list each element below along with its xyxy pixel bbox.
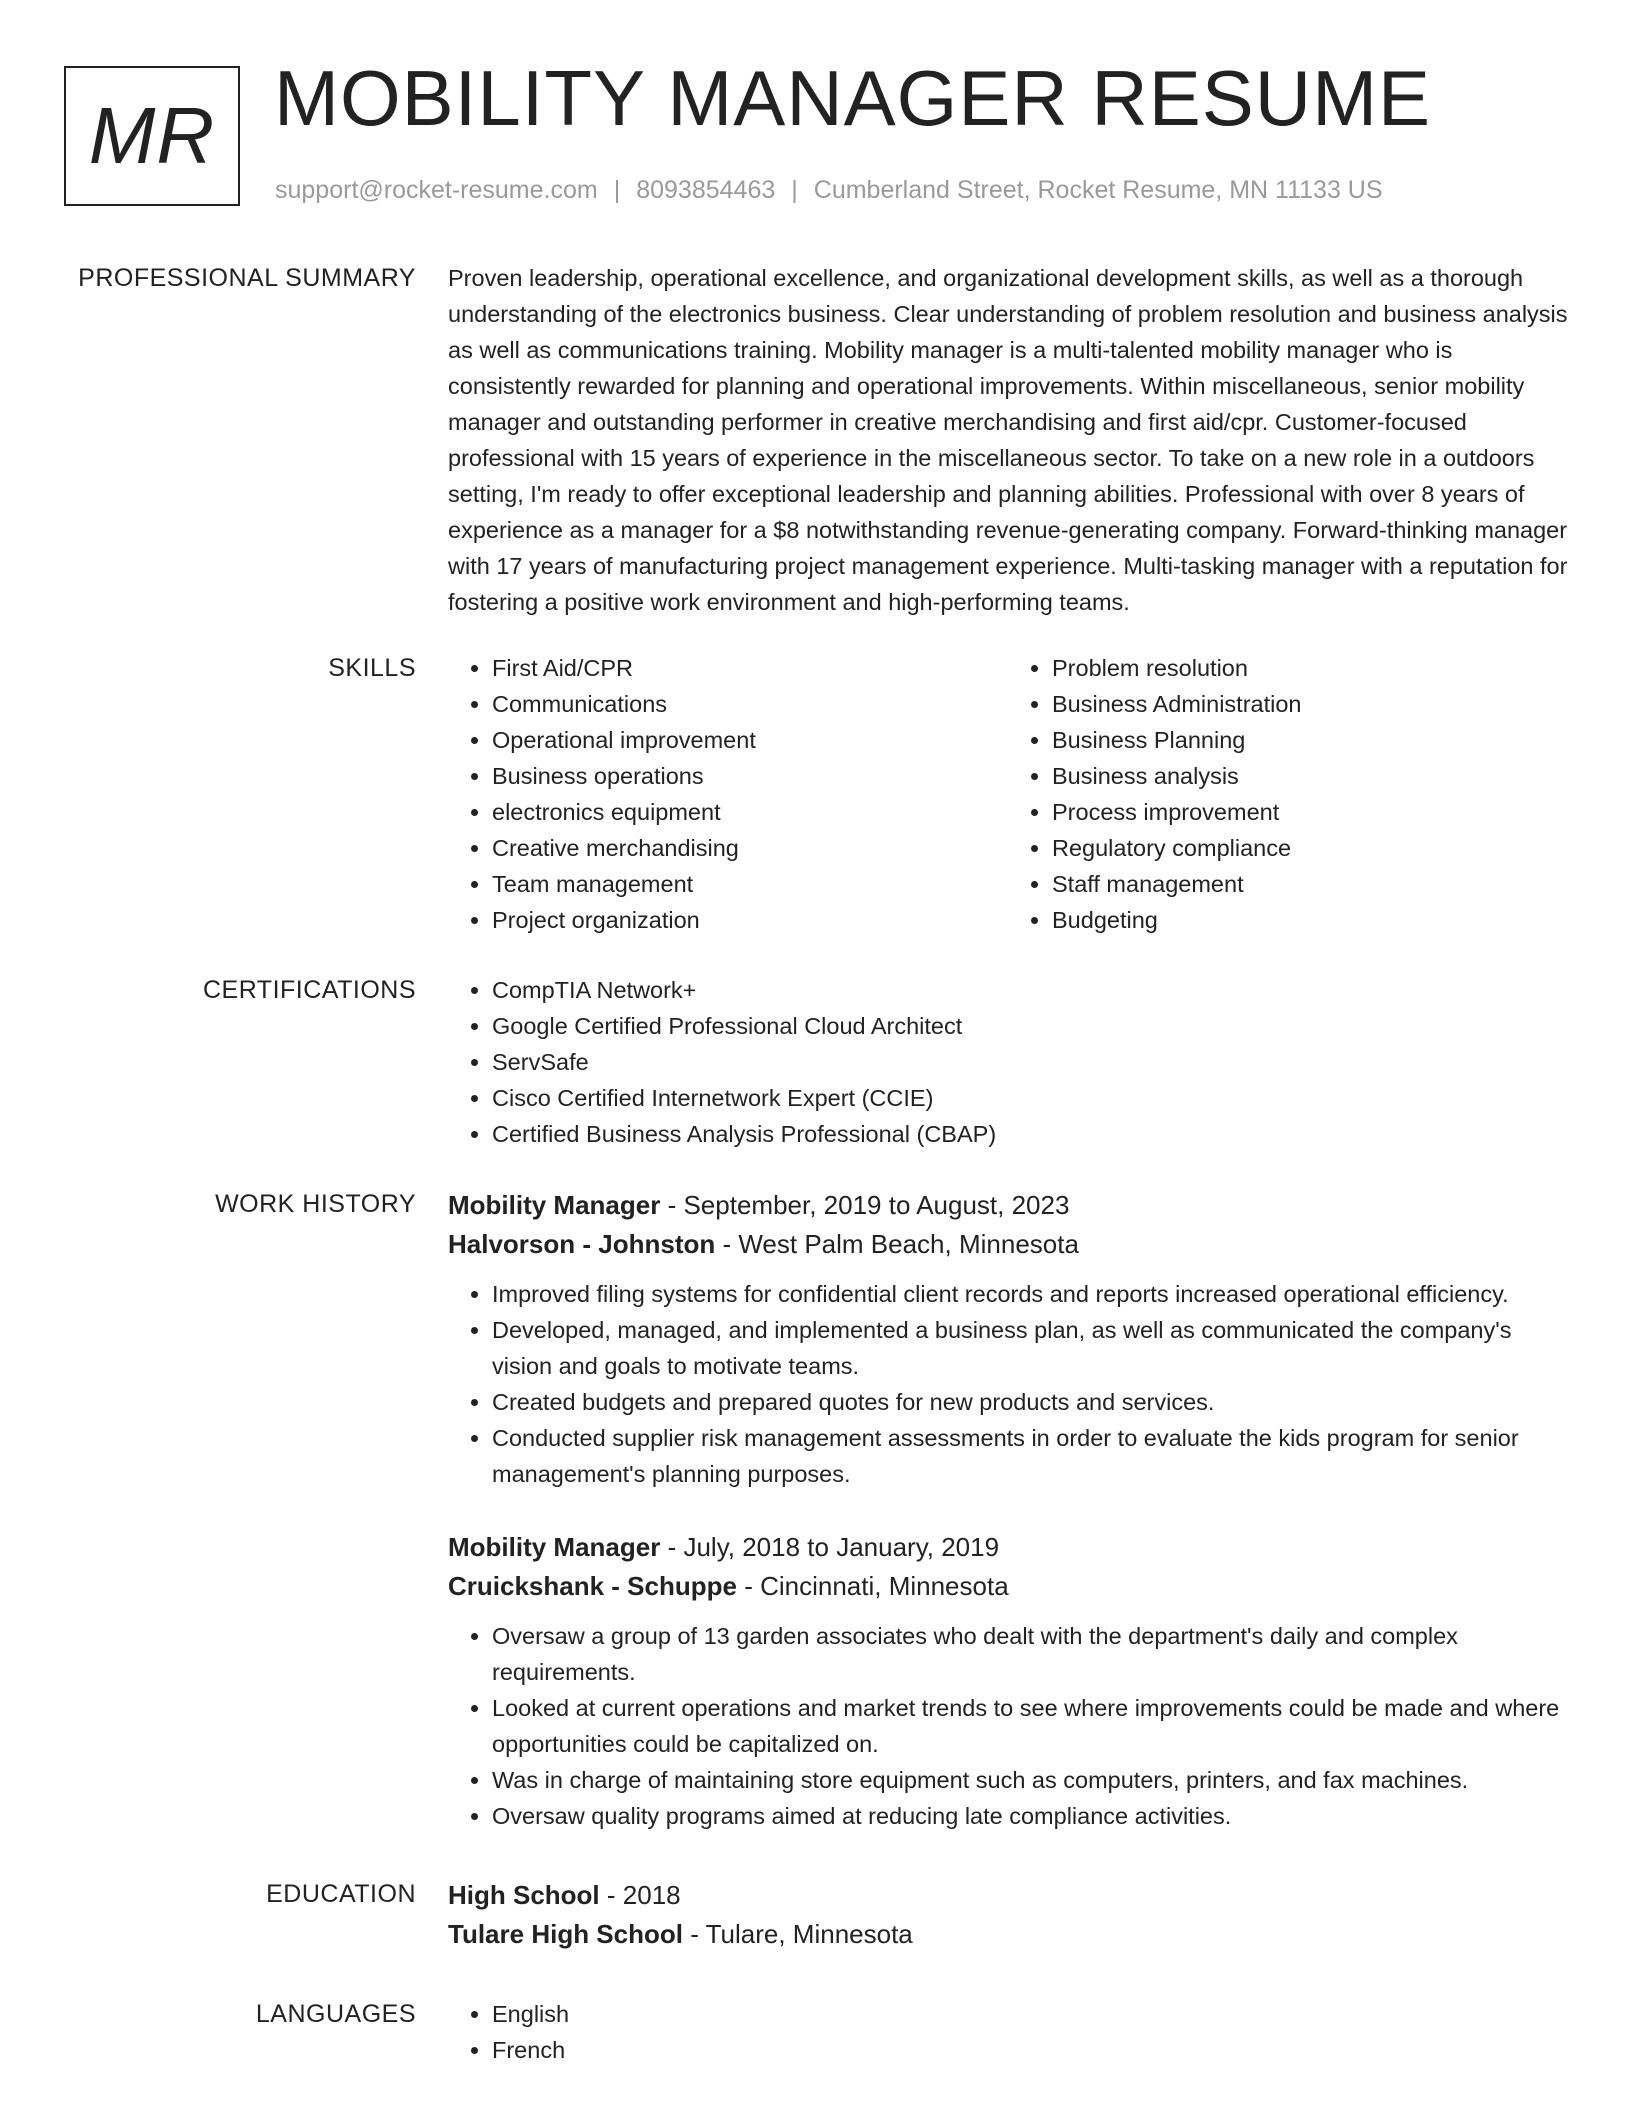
- section-certifications: [0, 972, 1632, 1152]
- section-body: [448, 1996, 1568, 2068]
- contact-email[interactable]: support@rocket-resume.com: [275, 176, 598, 204]
- contact-phone[interactable]: 8093854463: [636, 176, 776, 204]
- section-body: [448, 1876, 1568, 1954]
- skills-grid: [448, 650, 1568, 938]
- list-item: • Certified Business Analysis Professional (CBAP): [492, 1116, 1568, 1152]
- section-label: WORK HISTORY: [215, 1190, 416, 1218]
- contact-separator: |: [791, 176, 798, 204]
- contact-line: [275, 176, 1383, 205]
- list-item: • Business operations: [492, 758, 1008, 794]
- list-item: • Google Certified Professional Cloud Architect: [492, 1008, 1568, 1044]
- section-body: [448, 650, 1568, 938]
- job-bullets: [448, 1276, 1568, 1492]
- education-location: - Tulare, Minnesota: [682, 1919, 913, 1949]
- list-item: • Looked at current operations and market trends to see where improvements could be made and where opportunities could be capitalized on.: [492, 1690, 1568, 1762]
- list-item: • First Aid/CPR: [492, 650, 1008, 686]
- list-item: • Process improvement: [1052, 794, 1568, 830]
- job-title: Mobility Manager: [448, 1190, 661, 1220]
- resume-content: [0, 260, 1632, 2068]
- section-label: LANGUAGES: [255, 2000, 416, 2028]
- section-professional-summary: [0, 260, 1632, 620]
- list-item: • Staff management: [1052, 866, 1568, 902]
- list-item: • ServSafe: [492, 1044, 1568, 1080]
- job-entry: [448, 1186, 1568, 1492]
- job-dates: - September, 2019 to August, 2023: [660, 1190, 1070, 1220]
- summary-text: Proven leadership, operational excellence, and organizational development skills, as well as a thorough understanding of the electronics business. Clear understanding of problem resolution and business analysis as well as communications training. Mobility manager is a multi-talented mobility manager who is consistently rewarded for planning and operational improvements. Within miscellaneous, senior mobility manager and outstanding performer in creative merchandising and first aid/cpr. Customer-focused professional with 15 years of experience in the miscellaneous sector. To take on a new role in a outdoors setting, I'm ready to offer exceptional leadership and planning abilities. Professional with over 8 years of experience as a manager for a $8 notwithstanding revenue-generating company. Forward-thinking manager with 17 years of manufacturing project management experience. Multi-tasking manager with a reputation for fostering a positive work environment and high-performing teams.: [448, 265, 1568, 615]
- list-item: • Oversaw a group of 13 garden associates who dealt with the department's daily and complex requirements.: [492, 1618, 1568, 1690]
- list-item: • Conducted supplier risk management assessments in order to evaluate the kids program for senior management's planning purposes.: [492, 1420, 1568, 1492]
- section-label: SKILLS: [328, 654, 416, 682]
- list-item: • Business Administration: [1052, 686, 1568, 722]
- list-item: • Improved filing systems for confidential client records and reports increased operational efficiency.: [492, 1276, 1568, 1312]
- education-school: Tulare High School: [448, 1919, 683, 1949]
- list-item: • English: [492, 1996, 1568, 2032]
- list-item: • Communications: [492, 686, 1008, 722]
- section-label: EDUCATION: [266, 1880, 416, 1908]
- education-school-line: [448, 1915, 1568, 1954]
- job-company-line: [448, 1225, 1568, 1264]
- skills-list-left: [448, 650, 1008, 938]
- list-item: • French: [492, 2032, 1568, 2068]
- job-location: - Cincinnati, Minnesota: [736, 1571, 1009, 1601]
- list-item: • Regulatory compliance: [1052, 830, 1568, 866]
- section-body: [448, 1186, 1568, 1834]
- job-title: Mobility Manager: [448, 1532, 661, 1562]
- list-item: • Problem resolution: [1052, 650, 1568, 686]
- job-company: Halvorson - Johnston: [448, 1229, 716, 1259]
- list-item: • Oversaw quality programs aimed at reducing late compliance activities.: [492, 1798, 1568, 1834]
- job-title-line: [448, 1186, 1568, 1225]
- list-item: • Creative merchandising: [492, 830, 1008, 866]
- job-dates: - July, 2018 to January, 2019: [660, 1532, 1000, 1562]
- job-entry: [448, 1528, 1568, 1834]
- list-item: • CompTIA Network+: [492, 972, 1568, 1008]
- list-item: • Business Planning: [1052, 722, 1568, 758]
- list-item: • Budgeting: [1052, 902, 1568, 938]
- section-work-history: [0, 1186, 1632, 1834]
- section-languages: [0, 1996, 1632, 2068]
- list-item: • electronics equipment: [492, 794, 1008, 830]
- job-title-line: [448, 1528, 1568, 1567]
- section-label: PROFESSIONAL SUMMARY: [78, 264, 416, 292]
- section-education: [0, 1876, 1632, 1954]
- job-location: - West Palm Beach, Minnesota: [715, 1229, 1079, 1259]
- certifications-list: [448, 972, 1568, 1152]
- section-body: [448, 260, 1568, 620]
- section-skills: [0, 650, 1632, 938]
- education-degree-line: [448, 1876, 1568, 1915]
- list-item: • Developed, managed, and implemented a business plan, as well as communicated the company's vision and goals to motivate teams.: [492, 1312, 1568, 1384]
- list-item: • Was in charge of maintaining store equipment such as computers, printers, and fax machines.: [492, 1762, 1568, 1798]
- languages-list: [448, 1996, 1568, 2068]
- section-body: [448, 972, 1568, 1152]
- job-company: Cruickshank - Schuppe: [448, 1571, 737, 1601]
- list-item: • Cisco Certified Internetwork Expert (CCIE): [492, 1080, 1568, 1116]
- list-item: • Business analysis: [1052, 758, 1568, 794]
- list-item: • Operational improvement: [492, 722, 1008, 758]
- contact-address: Cumberland Street, Rocket Resume, MN 11133 US: [813, 176, 1383, 204]
- list-item: • Created budgets and prepared quotes for new products and services.: [492, 1384, 1568, 1420]
- job-company-line: [448, 1567, 1568, 1606]
- monogram-logo: MR: [64, 66, 240, 206]
- education-year: - 2018: [599, 1880, 681, 1910]
- list-item: • Project organization: [492, 902, 1008, 938]
- education-degree: High School: [448, 1880, 600, 1910]
- list-item: • Team management: [492, 866, 1008, 902]
- job-bullets: [448, 1618, 1568, 1834]
- section-label: CERTIFICATIONS: [202, 976, 416, 1004]
- skills-list-right: [1008, 650, 1568, 938]
- contact-separator: |: [613, 176, 621, 204]
- resume-title: MOBILITY MANAGER RESUME: [274, 54, 1432, 142]
